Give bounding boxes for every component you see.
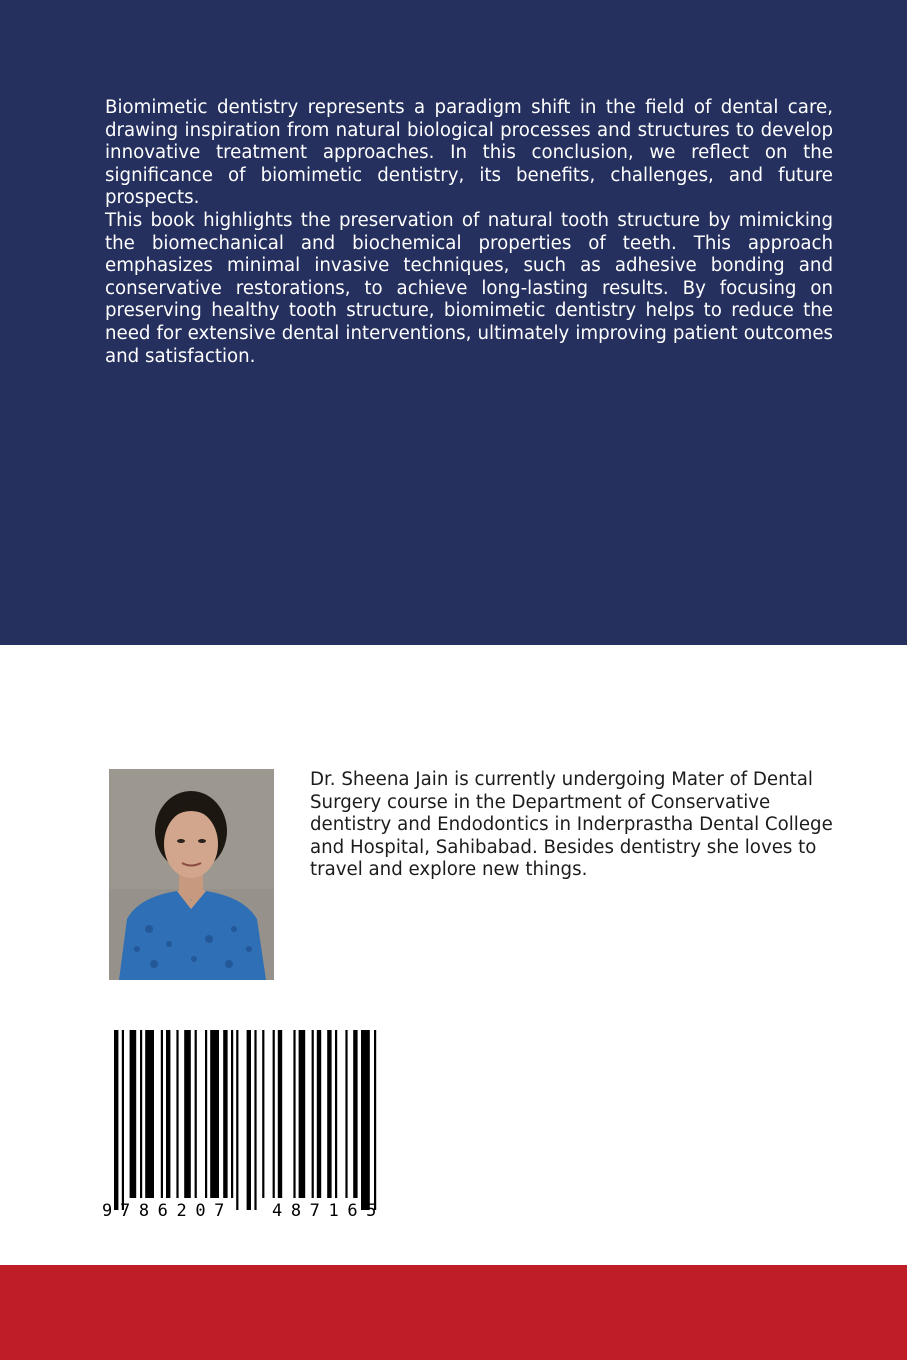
barcode-bars xyxy=(114,1030,376,1210)
barcode-digits-left: 786207 xyxy=(120,1201,234,1220)
barcode-bar xyxy=(273,1030,275,1198)
barcode-digits-right: 487165 xyxy=(272,1201,386,1220)
blurb-paragraph-1: Biomimetic dentistry represents a paradigm shift in the field of dental care, drawing inspiration from natural biological processes and structures to develop innovative treatment approaches. In this conclusion, we reflect on the significance of biomimetic dentistry, its benefits, challenges, and future prospects. xyxy=(105,97,833,209)
barcode-bar xyxy=(374,1030,376,1210)
barcode-bar xyxy=(317,1030,321,1198)
bottom-band xyxy=(0,1265,907,1360)
barcode-bar xyxy=(327,1030,331,1198)
blurb-paragraph-2: This book highlights the preservation of natural tooth structure by mimicking the biomechanical and biochemical properties of teeth. This approach emphasizes minimal invasive techniques, such as adhesive bonding and conservative restorations, to achieve long-lasting results. By focusing on preserving healthy tooth structure, biomimetic dentistry helps to reduce the need for extensive dental interventions, ultimately improving patient outcomes and satisfaction. xyxy=(105,209,833,367)
barcode-bar xyxy=(345,1030,347,1198)
top-panel xyxy=(0,0,907,645)
barcode-bar xyxy=(122,1030,124,1210)
barcode-bar xyxy=(236,1030,238,1210)
barcode-bar xyxy=(278,1030,282,1198)
barcode-bar xyxy=(114,1030,118,1210)
barcode-bar xyxy=(254,1030,256,1210)
barcode-bar xyxy=(361,1030,370,1210)
book-blurb xyxy=(105,97,833,368)
barcode-bar xyxy=(312,1030,314,1198)
barcode-bar xyxy=(205,1030,207,1198)
barcode-bar xyxy=(210,1030,219,1198)
barcode-bar xyxy=(247,1030,251,1210)
barcode-bar xyxy=(231,1030,233,1198)
barcode-bar xyxy=(176,1030,178,1198)
barcode-bar xyxy=(166,1030,170,1198)
barcode-bar xyxy=(161,1030,163,1198)
author-portrait-icon xyxy=(109,769,274,980)
barcode-bar xyxy=(140,1030,142,1198)
author-bio: Dr. Sheena Jain is currently undergoing Mater of Dental Surgery course in the Department of Conservative dentistry and Endodontics in Inderprastha Dental College and Hospital, Sahibabad. Besides dentistry she loves to travel and explore new things. xyxy=(310,769,833,881)
barcode-bar xyxy=(262,1030,264,1198)
isbn-barcode xyxy=(100,1030,420,1220)
barcode-bar xyxy=(195,1030,197,1198)
barcode-bar xyxy=(353,1030,357,1198)
barcode-bar xyxy=(223,1030,227,1198)
barcode-bar xyxy=(293,1030,295,1198)
barcode-digit-lead: 9 xyxy=(102,1201,113,1220)
barcode-bar xyxy=(130,1030,137,1198)
barcode-bar xyxy=(145,1030,154,1198)
author-photo xyxy=(109,769,274,980)
barcode-bar xyxy=(335,1030,337,1198)
barcode-bar xyxy=(184,1030,191,1198)
barcode-bar xyxy=(299,1030,306,1198)
